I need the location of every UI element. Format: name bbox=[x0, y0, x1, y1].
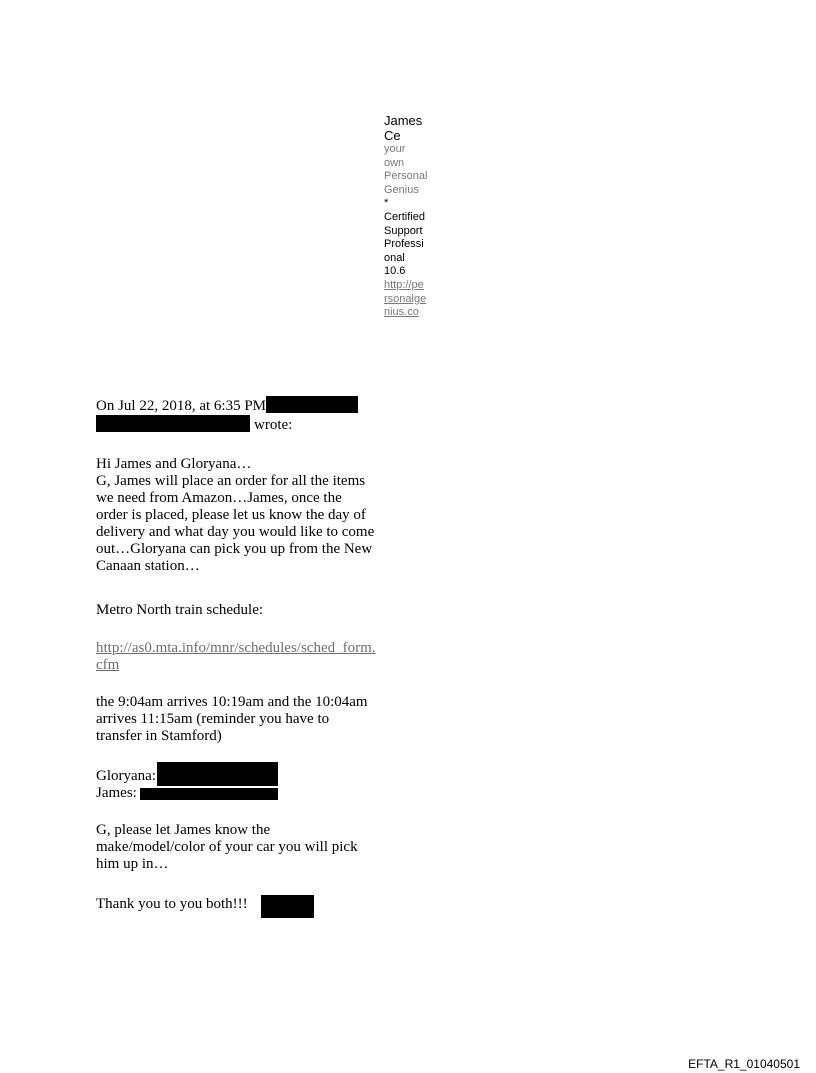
car-line: make/model/color of your car you will pick bbox=[96, 839, 358, 855]
email-body-line: order is placed, please let us know the day of bbox=[96, 507, 366, 523]
signature-cert-line: Professi bbox=[384, 238, 424, 251]
email-date: On Jul 22, 2018, at 6:35 PM bbox=[96, 398, 267, 414]
schedule-link-line[interactable]: http://as0.mta.info/mnr/schedules/sched_form. bbox=[96, 640, 376, 656]
signature-block bbox=[384, 113, 436, 320]
car-line: him up in… bbox=[96, 856, 169, 872]
train-times bbox=[96, 694, 396, 745]
signature-tagline-line: Personal bbox=[384, 170, 428, 183]
train-line: transfer in Stamford) bbox=[96, 728, 222, 744]
email-body-line: G, James will place an order for all the items bbox=[96, 473, 366, 489]
email-wrote: wrote: bbox=[254, 417, 293, 433]
redaction-block bbox=[157, 762, 278, 786]
signature-bullet: * bbox=[384, 197, 389, 210]
signature-name-cont: Ce bbox=[384, 128, 401, 143]
car-request bbox=[96, 822, 396, 873]
email-greeting: Hi James and Gloryana… bbox=[96, 456, 252, 472]
document-id: EFTA_R1_01040501 bbox=[688, 1057, 800, 1071]
signature-tagline-line: Genius bbox=[384, 183, 419, 196]
signature-link[interactable]: nius.co bbox=[384, 306, 419, 319]
contact-gloryana: Gloryana: bbox=[96, 768, 156, 784]
redaction-block bbox=[266, 396, 358, 413]
email-header-line bbox=[96, 415, 416, 434]
signature-name: James bbox=[384, 113, 423, 128]
email-header-line bbox=[96, 396, 416, 415]
schedule-label: Metro North train schedule: bbox=[96, 602, 264, 618]
car-line: G, please let James know the bbox=[96, 822, 271, 838]
signature-cert-line: onal bbox=[384, 251, 405, 264]
signature-cert-line: Certified bbox=[384, 210, 425, 223]
schedule-link[interactable] bbox=[96, 640, 396, 674]
signature-tagline-line: own bbox=[384, 156, 405, 169]
email-body-line: out…Gloryana can pick you up from the New bbox=[96, 541, 373, 557]
signature-cert-line: Support bbox=[384, 224, 423, 237]
email-body-line: Canaan station… bbox=[96, 558, 200, 574]
email-body-line: delivery and what day you would like to come bbox=[96, 524, 375, 540]
train-line: the 9:04am arrives 10:19am and the 10:04am bbox=[96, 694, 368, 710]
signature-link[interactable]: rsonalge bbox=[384, 292, 427, 305]
train-line: arrives 11:15am (reminder you have to bbox=[96, 711, 330, 727]
redaction-block bbox=[140, 788, 278, 800]
email-body bbox=[96, 456, 396, 575]
redaction-block bbox=[96, 415, 250, 432]
signature-cert-line: 10.6 bbox=[384, 265, 406, 278]
schedule-link-line[interactable]: cfm bbox=[96, 657, 120, 673]
signature-tagline-line: your bbox=[384, 143, 406, 155]
contact-james: James: bbox=[96, 785, 137, 801]
email-header bbox=[96, 396, 416, 434]
signature-link[interactable]: http://pe bbox=[384, 278, 424, 291]
closing-line: Thank you to you both!!! bbox=[96, 896, 248, 912]
email-body-line: we need from Amazon…James, once the bbox=[96, 490, 342, 506]
redaction-block bbox=[261, 895, 314, 918]
